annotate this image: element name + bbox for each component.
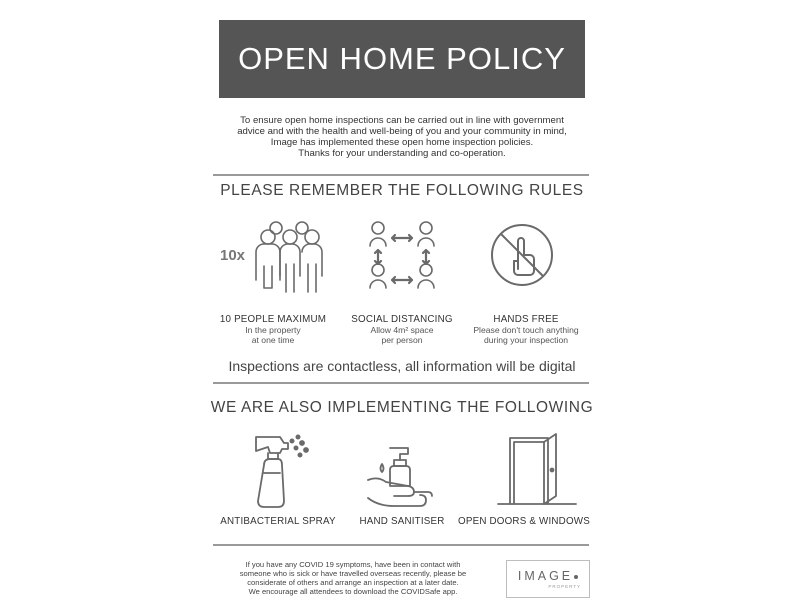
logo-brand: IMAGE: [517, 569, 574, 583]
rule-subtitle: at one time: [251, 335, 295, 345]
rule-subtitle: Allow 4m² space: [370, 325, 434, 335]
footer-line: If you have any COVID 19 symptoms, have been in contact with: [245, 560, 461, 569]
social-distancing-icon: [362, 218, 442, 294]
implement-title: OPEN DOORS & WINDOWS: [458, 516, 590, 527]
implement-caption-doors: [450, 516, 598, 527]
implement-caption-sanitiser: [340, 516, 464, 527]
intro-line: advice and with the health and well-being of you and your community in mind,: [237, 126, 567, 137]
no-touch-icon: [488, 221, 556, 289]
rule-title: 10 PEOPLE MAXIMUM: [219, 314, 327, 325]
intro-line: Thanks for your understanding and co-operation.: [298, 148, 506, 159]
rule-title: HANDS FREE: [493, 314, 559, 325]
footer-line: We encourage all attendees to download the COVIDSafe app.: [248, 587, 458, 596]
rule-subtitle: In the property: [245, 325, 301, 335]
divider: [213, 544, 589, 546]
logo-subtext: PROPERTY: [548, 584, 581, 589]
rule-caption-hands-free: [462, 314, 590, 345]
people-count-badge: 10x: [220, 247, 246, 264]
title-banner: [219, 20, 585, 98]
rule-subtitle: during your inspection: [483, 335, 569, 345]
divider: [213, 174, 589, 176]
rule-caption-distancing: [340, 314, 464, 345]
intro-line: To ensure open home inspections can be carried out in line with government: [240, 115, 564, 126]
image-property-logo: [506, 560, 590, 598]
intro-text: [210, 115, 594, 159]
implement-title: ANTIBACTERIAL SPRAY: [220, 516, 336, 527]
contactless-note: Inspections are contactless, all information will be digital: [228, 358, 576, 374]
rules-heading: PLEASE REMEMBER THE FOLLOWING RULES: [220, 182, 584, 199]
covid-notice: [215, 560, 491, 596]
rule-subtitle: Please don't touch anything: [473, 325, 579, 335]
implement-caption-spray: [214, 516, 342, 527]
implementing-heading: WE ARE ALSO IMPLEMENTING THE FOLLOWING: [210, 399, 594, 416]
intro-line: Image has implemented these open home inspection policies.: [270, 137, 534, 148]
spray-bottle-icon: [250, 431, 312, 511]
implement-title: HAND SANITISER: [359, 516, 445, 527]
divider: [213, 382, 589, 384]
group-of-people-icon: [218, 218, 328, 294]
rule-caption-people: [212, 314, 334, 345]
footer-line: considerate of others and arrange an inspection at a later date.: [247, 578, 459, 587]
open-door-icon: [496, 430, 580, 510]
rule-title: SOCIAL DISTANCING: [351, 314, 453, 325]
page-title: OPEN HOME POLICY: [238, 41, 566, 76]
hand-sanitiser-icon: [364, 440, 444, 510]
rule-subtitle: per person: [381, 335, 423, 345]
footer-line: someone who is sick or have travelled overseas recently, please be: [239, 569, 467, 578]
